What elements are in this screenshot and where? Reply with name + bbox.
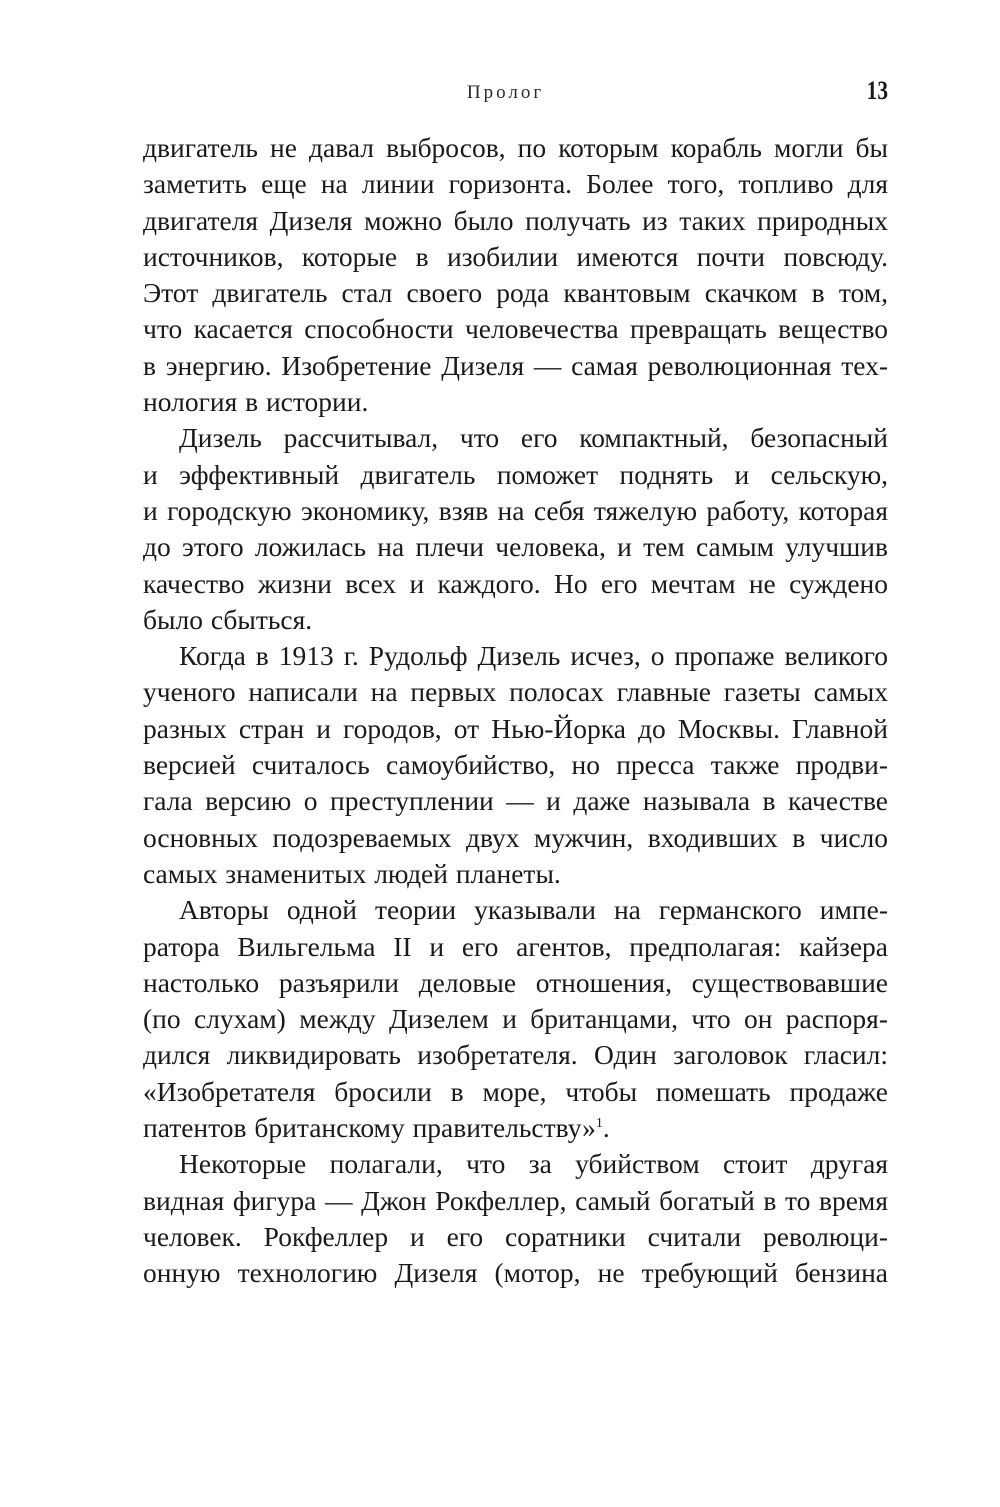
text-line: Некоторые полагали, что за убийством стоит другая xyxy=(179,1148,888,1180)
footnote-trailing-punctuation: . xyxy=(602,1112,610,1144)
text-line: самых знаменитых людей планеты. xyxy=(143,857,561,889)
page-number: 13 xyxy=(866,76,888,105)
text-line: что касается способности человечества превращать вещество xyxy=(143,313,888,345)
text-line: было сбыться. xyxy=(143,603,313,635)
text-line: видная фигура — Джон Рокфеллер, самый богатый в то время xyxy=(143,1184,888,1216)
text-line: двигателя Дизеля можно было получать из таких природных xyxy=(143,204,888,236)
paragraph-4 xyxy=(143,892,888,1146)
text-line: Авторы одной теории указывали на германского импе- xyxy=(179,894,888,926)
text-line: и эффективный двигатель поможет поднять и сельскую, xyxy=(143,458,888,490)
paragraph-1 xyxy=(143,130,888,420)
text-line: (по слухам) между Дизелем и британцами, что он распоря- xyxy=(143,1003,888,1035)
text-line: версией считалось самоубийство, но пресса также продви- xyxy=(143,749,888,781)
text-line-with-footnote xyxy=(143,1110,888,1146)
text-line: настолько разъярили деловые отношения, существовавшие xyxy=(143,966,888,998)
text-line: заметить еще на линии горизонта. Более того, топливо для xyxy=(143,168,888,200)
text-line: до этого ложилась на плечи человека, и тем самым улучшив xyxy=(143,531,888,563)
text-line: ратора Вильгельма II и его агентов, предполагая: кайзера xyxy=(143,930,888,962)
text-line: дился ликвидировать изобретателя. Один заголовок гласил: xyxy=(143,1039,888,1071)
body-text xyxy=(143,130,888,1292)
text-line: основных подозреваемых двух мужчин, входивших в число xyxy=(143,821,888,853)
footnote-reference[interactable]: 1 xyxy=(595,1115,603,1131)
text-line: Дизель рассчитывал, что его компактный, безопасный xyxy=(179,422,888,454)
text-line: разных стран и городов, от Нью-Йорка до Москвы. Главной xyxy=(143,712,888,744)
text-line: человек. Рокфеллер и его соратники считали революци- xyxy=(143,1220,888,1252)
text-line: онную технологию Дизеля (мотор, не требующий бензина xyxy=(143,1257,888,1289)
text-line: гала версию о преступлении — и даже называла в качестве xyxy=(143,785,888,817)
text-line: патентов британскому правительству» xyxy=(143,1112,596,1144)
paragraph-2 xyxy=(143,420,888,638)
text-line: качество жизни всех и каждого. Но его мечтам не суждено xyxy=(143,567,888,599)
text-line: нология в истории. xyxy=(143,386,369,418)
text-line: в энергию. Изобретение Дизеля — самая революционная тех- xyxy=(143,349,888,381)
text-line: ученого написали на первых полосах главные газеты самых xyxy=(143,676,888,708)
text-line: «Изобретателя бросили в море, чтобы помешать продаже xyxy=(143,1075,888,1107)
text-line: и городскую экономику, взяв на себя тяжелую работу, которая xyxy=(143,494,888,526)
text-line: Этот двигатель стал своего рода квантовым скачком в том, xyxy=(143,277,888,309)
paragraph-5 xyxy=(143,1146,888,1291)
running-head xyxy=(143,76,888,106)
paragraph-3 xyxy=(143,638,888,892)
running-title: Пролог xyxy=(466,82,545,103)
text-line: Когда в 1913 г. Рудольф Дизель исчез, о пропаже великого xyxy=(179,640,888,672)
text-line: двигатель не давал выбросов, по которым корабль могли бы xyxy=(143,132,888,163)
text-line: источников, которые в изобилии имеются почти повсюду. xyxy=(143,240,888,272)
